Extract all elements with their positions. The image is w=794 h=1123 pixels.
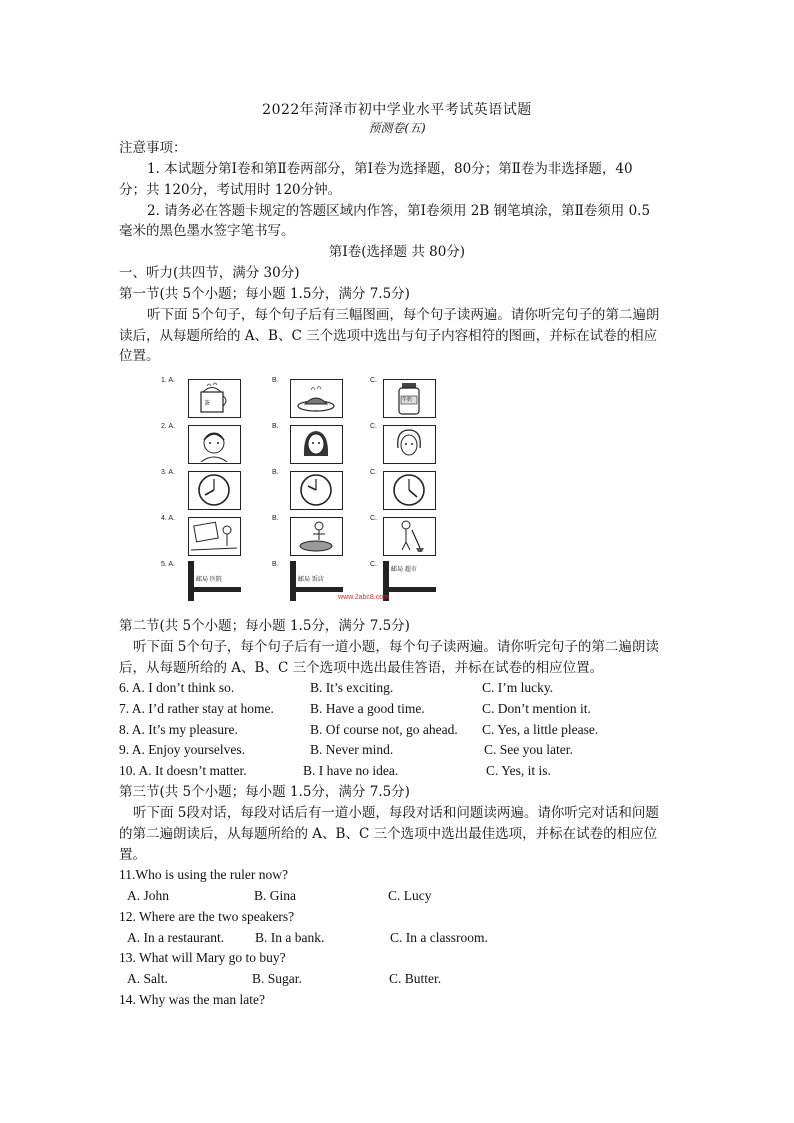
note-1-line-1: 1. 本试题分第Ⅰ卷和第Ⅱ卷两部分，第Ⅰ卷为选择题，80分；第Ⅱ卷为非选择题，40 — [147, 161, 633, 177]
section-3-instruction: 置。 — [119, 847, 146, 863]
option-a: A. In a restaurant. — [127, 930, 225, 945]
girl-washing-icon — [291, 518, 341, 554]
section-1-instruction: 读后，从每题所给的 A、B、C 三个选项中选出与句子内容相符的图画，并标在试卷的相应 — [119, 328, 658, 344]
option-c: C. Don’t mention it. — [482, 701, 591, 716]
col-c-label: C. — [370, 423, 377, 430]
tea-cup-icon — [189, 380, 239, 416]
boy-picture — [188, 425, 241, 464]
clock-picture — [188, 471, 241, 510]
milk-label: 牛奶 — [402, 397, 413, 403]
col-c-label: C. — [370, 561, 377, 568]
question-12: 12. Where are the two speakers? — [119, 909, 295, 924]
note-2-line-1: 2. 请务必在答题卡规定的答题区域内作答，第Ⅰ卷须用 2B 钢笔填涂，第Ⅱ卷须用 0.5 — [147, 203, 651, 219]
row-label: 4. A. — [161, 515, 176, 522]
girl-sweeping-icon — [384, 518, 434, 554]
option-a: 7. A. I’d rather stay at home. — [119, 701, 274, 716]
row-label: 3. A. — [161, 469, 176, 476]
map-labels: 邮局 医院 — [196, 576, 222, 583]
picture-options-grid — [145, 373, 440, 605]
col-c-label: C. — [370, 469, 377, 476]
option-c: C. See you later. — [484, 742, 573, 757]
option-a: 8. A. It’s my pleasure. — [119, 722, 238, 737]
option-a: 10. A. It doesn’t matter. — [119, 763, 247, 778]
girl-face-icon — [291, 426, 341, 462]
section-1-heading: 第一节(共 5个小题；每小题 1.5分，满分 7.5分) — [119, 286, 410, 302]
question-11: 11.Who is using the ruler now? — [119, 867, 288, 882]
col-b-label: B. — [272, 515, 279, 522]
col-b-label: B. — [272, 377, 279, 384]
section-1-instruction: 位置。 — [119, 348, 160, 364]
option-c: C. Lucy — [388, 888, 432, 903]
option-b: B. Sugar. — [252, 971, 302, 986]
volume-1-heading: 第Ⅰ卷(选择题 共 80分) — [328, 244, 466, 260]
option-b: B. Gina — [254, 888, 296, 903]
section-3-heading: 第三节(共 5个小题；每小题 1.5分，满分 7.5分) — [119, 784, 410, 800]
page-subtitle: 预测卷(五) — [368, 121, 426, 135]
option-b: B. Of course not, go ahead. — [310, 722, 458, 737]
part-1-heading: 一、听力(共四节，满分 30分) — [119, 265, 300, 281]
easel-icon — [189, 518, 239, 554]
row-label: 1. A. — [161, 377, 176, 384]
girl-long-hair-picture — [290, 425, 343, 464]
col-b-label: B. — [272, 561, 279, 568]
section-2-instruction: 后，从每题所给的 A、B、C 三个选项中选出最佳答语，并标在试卷的相应位置。 — [119, 660, 604, 676]
section-2-instruction: 听下面 5个句子，每个句子后有一道小题，每个句子读两遍。请你听完句子的第二遍朗读 — [133, 639, 659, 655]
option-a: 6. A. I don’t think so. — [119, 680, 235, 695]
milk-picture — [383, 379, 436, 418]
question-14: 14. Why was the man late? — [119, 992, 265, 1007]
section-3-instruction: 的第二遍朗读后，从每题所给的 A、B、C 三个选项中选出最佳选项，并标在试卷的相应位 — [119, 826, 658, 842]
col-c-label: C. — [370, 515, 377, 522]
option-a: 9. A. Enjoy yourselves. — [119, 742, 245, 757]
section-1-instruction: 听下面 5个句子，每个句子后有三幅图画，每个句子读两遍。请你听完句子的第二遍朗 — [147, 307, 660, 323]
option-c: C. I’m lucky. — [482, 680, 554, 695]
girl-short-hair-picture — [383, 425, 436, 464]
tea-label: 茶 — [204, 400, 211, 407]
note-2-line-2: 毫米的黑色墨水签字笔书写。 — [119, 223, 295, 239]
girl-face-icon — [384, 426, 434, 462]
row-label: 2. A. — [161, 423, 176, 430]
washing-picture — [290, 517, 343, 556]
notes-heading: 注意事项： — [119, 140, 187, 156]
map-labels: 邮局 饭店 — [298, 576, 324, 583]
option-c: C. Yes, it is. — [486, 763, 551, 778]
sweeping-picture — [383, 517, 436, 556]
map-picture — [383, 561, 436, 601]
question-13: 13. What will Mary go to buy? — [119, 950, 286, 965]
clock-icon — [291, 472, 341, 508]
meal-picture — [290, 379, 343, 418]
option-b: B. In a bank. — [255, 930, 325, 945]
col-b-label: B. — [272, 469, 279, 476]
tea-picture — [188, 379, 241, 418]
col-b-label: B. — [272, 423, 279, 430]
clock-icon — [189, 472, 239, 508]
plate-icon — [291, 380, 341, 416]
option-b: B. It’s exciting. — [310, 680, 394, 695]
option-a: A. John — [127, 888, 170, 903]
painting-picture — [188, 517, 241, 556]
col-c-label: C. — [370, 377, 377, 384]
row-label: 5. A. — [161, 561, 176, 568]
clock-icon — [384, 472, 434, 508]
map-labels: 邮局 超市 — [391, 566, 417, 573]
map-picture — [188, 561, 241, 601]
option-c: C. In a classroom. — [390, 930, 488, 945]
page-title: 2022年菏泽市初中学业水平考试英语试题 — [262, 102, 532, 118]
option-a: A. Salt. — [127, 971, 168, 986]
clock-picture — [383, 471, 436, 510]
note-1-line-2: 分；共 120分，考试用时 120分钟。 — [119, 182, 342, 198]
option-b: B. Never mind. — [310, 742, 394, 757]
clock-picture — [290, 471, 343, 510]
watermark: www.2abc8.com — [338, 594, 389, 601]
section-2-heading: 第二节(共 5个小题；每小题 1.5分，满分 7.5分) — [119, 618, 410, 634]
option-b: B. Have a good time. — [310, 701, 425, 716]
option-c: C. Yes, a little please. — [482, 722, 599, 737]
boy-face-icon — [189, 426, 239, 462]
option-b: B. I have no idea. — [303, 763, 399, 778]
option-c: C. Butter. — [389, 971, 442, 986]
map-picture — [290, 561, 343, 601]
section-3-instruction: 听下面 5段对话，每段对话后有一道小题，每段对话和问题读两遍。请你听完对话和问题 — [133, 805, 659, 821]
